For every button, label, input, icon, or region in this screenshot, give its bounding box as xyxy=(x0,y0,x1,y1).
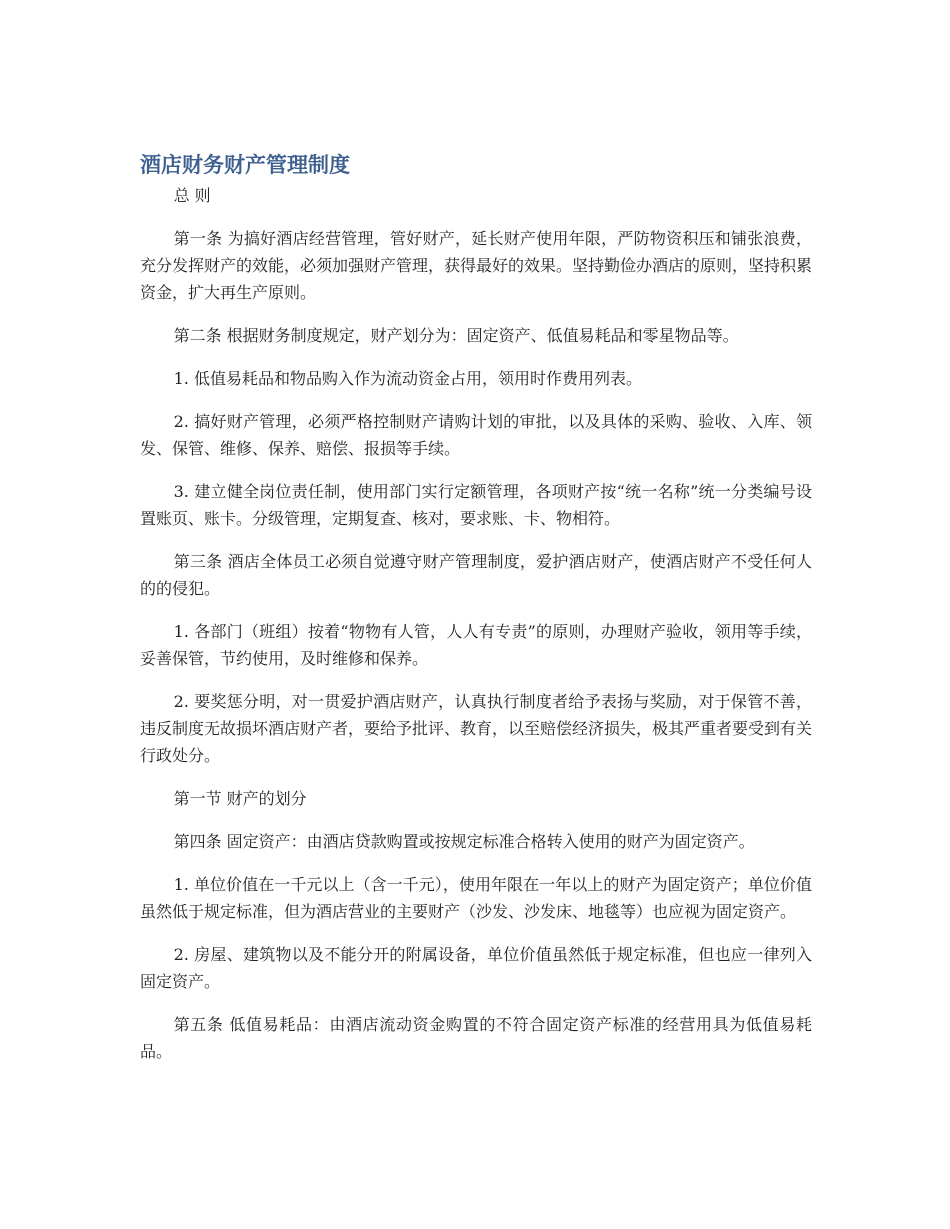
article-1: 第一条 为搞好酒店经营管理，管好财产，延长财产使用年限，严防物资积压和铺张浪费，充分发挥财产的效能，必须加强财产管理，获得最好的效果。坚持勤俭办酒店的原则，坚持积累资金，扩大再生产原则。 xyxy=(140,229,813,302)
document-title: 酒店财务财产管理制度 xyxy=(140,153,350,177)
section-heading-1: 第一节 财产的划分 xyxy=(173,789,307,808)
article-4-item-1: 1. 单位价值在一千元以上（含一千元），使用年限在一年以上的财产为固定资产；单位价值虽然低于规定标准，但为酒店营业的主要财产（沙发、沙发床、地毯等）也应视为固定资产。 xyxy=(140,875,812,921)
article-3-item-2: 2. 要奖惩分明，对一贯爱护酒店财产，认真执行制度者给予表扬与奖励，对于保管不善，违反制度无故损坏酒店财产者，要给予批评、教育，以至赔偿经济损失，极其严重者要受到有关行政处分。 xyxy=(140,692,813,765)
article-3: 第三条 酒店全体员工必须自觉遵守财产管理制度，爱护酒店财产，使酒店财产不受任何人的的侵犯。 xyxy=(140,552,812,598)
article-2-item-3: 3. 建立健全岗位责任制，使用部门实行定额管理，各项财产按“统一名称”统一分类编号设置账页、账卡。分级管理，定期复查、核对，要求账、卡、物相符。 xyxy=(140,482,812,528)
article-2: 第二条 根据财务制度规定，财产划分为：固定资产、低值易耗品和零星物品等。 xyxy=(173,326,739,345)
section-heading-general: 总 则 xyxy=(173,186,211,205)
article-2-item-2: 2. 搞好财产管理，必须严格控制财产请购计划的审批，以及具体的采购、验收、入库、领发、保管、维修、保养、赔偿、报损等手续。 xyxy=(140,412,812,458)
article-4-item-2: 2. 房屋、建筑物以及不能分开的附属设备，单位价值虽然低于规定标准，但也应一律列入固定资产。 xyxy=(140,945,812,991)
article-5: 第五条 低值易耗品：由酒店流动资金购置的不符合固定资产标准的经营用具为低值易耗品。 xyxy=(140,1015,812,1061)
article-3-item-1: 1. 各部门（班组）按着“物物有人管，人人有专责”的原则，办理财产验收，领用等手续，妥善保管，节约使用，及时维修和保养。 xyxy=(140,622,812,668)
document-body xyxy=(140,150,812,1065)
article-4: 第四条 固定资产：由酒店贷款购置或按规定标准合格转入使用的财产为固定资产。 xyxy=(173,832,755,851)
article-2-item-1: 1. 低值易耗品和物品购入作为流动资金占用，领用时作费用列表。 xyxy=(173,369,642,388)
